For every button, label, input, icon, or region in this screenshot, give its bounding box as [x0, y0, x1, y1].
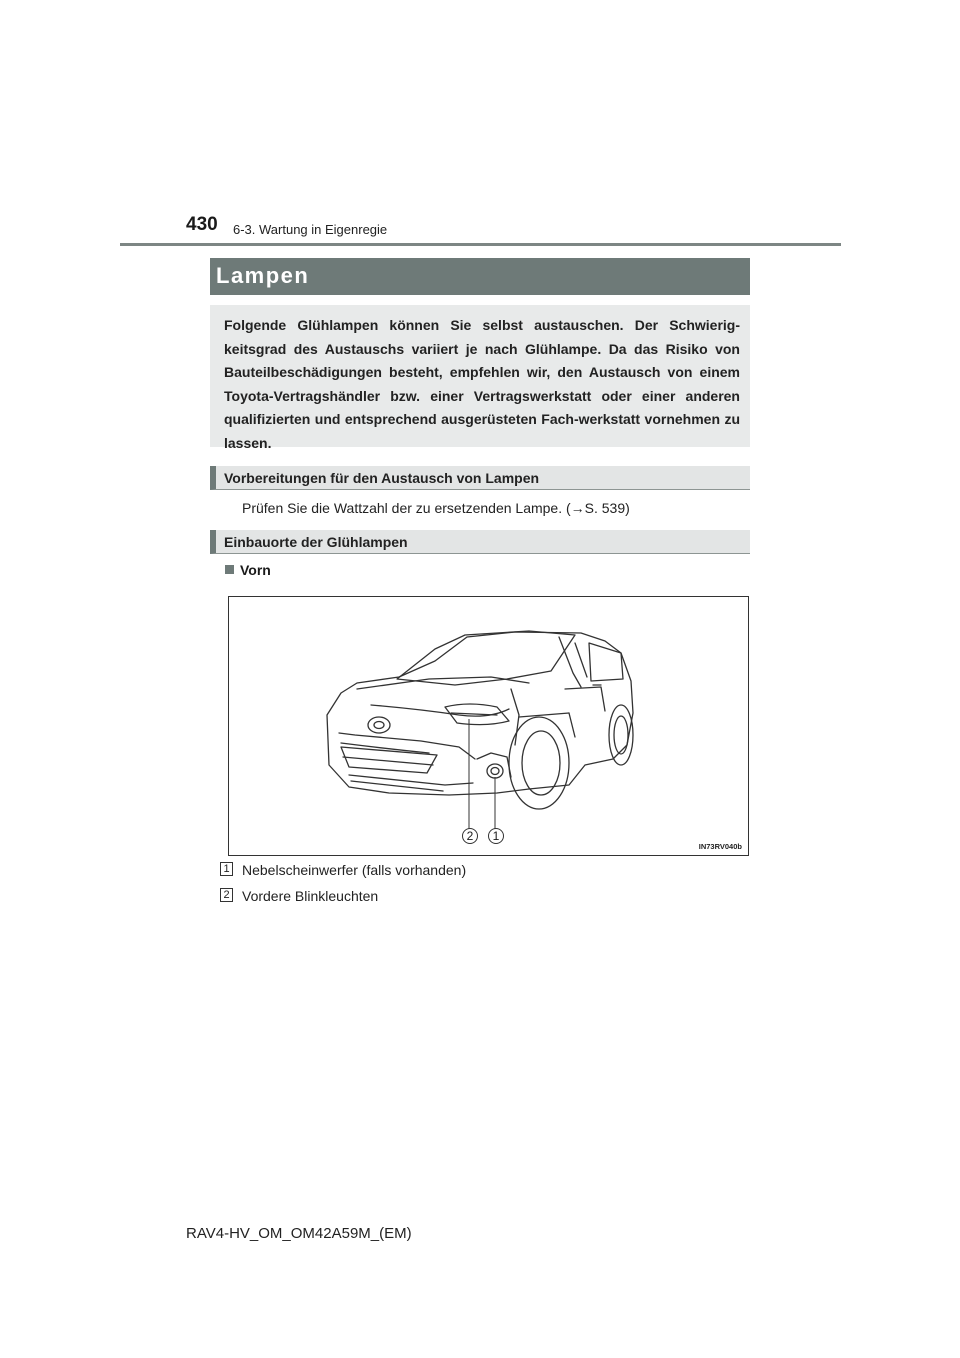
callout-marker-2 — [462, 828, 478, 844]
callout-marker-1-num: 1 — [492, 829, 500, 843]
callout-marker-1 — [488, 828, 504, 844]
callout-marker-2-num: 2 — [466, 829, 474, 843]
heading-bulb-locations: Einbauorte der Glühlampen — [210, 530, 750, 554]
callout-label-2: Vordere Blinkleuchten — [242, 888, 379, 904]
page-number: 430 — [186, 214, 218, 235]
callout-number-2: 2 — [220, 888, 233, 902]
callout-label-1: Nebelscheinwerfer (falls vorhanden) — [242, 862, 467, 878]
preparation-text: Prüfen Sie die Wattzahl der zu ersetzenden Lampe. (→S. 539) — [242, 500, 630, 516]
header-rule — [120, 243, 841, 246]
car-illustration — [229, 597, 748, 855]
square-bullet-icon — [225, 565, 234, 574]
subsection-front-label: Vorn — [240, 562, 271, 578]
page-title: Lampen — [210, 258, 750, 295]
subsection-front — [225, 562, 271, 578]
footer-doc-id: RAV4-HV_OM_OM42A59M_(EM) — [186, 1225, 412, 1242]
car-front-figure — [228, 596, 749, 856]
callout-number-1: 1 — [220, 862, 233, 876]
intro-box: Folgende Glühlampen können Sie selbst austauschen. Der Schwierig-keitsgrad des Austauschs variiert je nach Glühlampe. Da das Risiko von Bauteilbeschädigungen besteht, empfehlen wir, den Austausch von einem Toyota-Vertragshändler bzw. einer Vertragswerkstatt oder einer anderen qualifizierten und entsprechend ausgerüsteten Fach-werkstatt vornehmen zu lassen. — [210, 305, 750, 447]
heading-preparation: Vorbereitungen für den Austausch von Lampen — [210, 466, 750, 490]
section-label: 6-3. Wartung in Eigenregie — [233, 222, 388, 237]
figure-code: IN73RV040b — [698, 842, 742, 851]
